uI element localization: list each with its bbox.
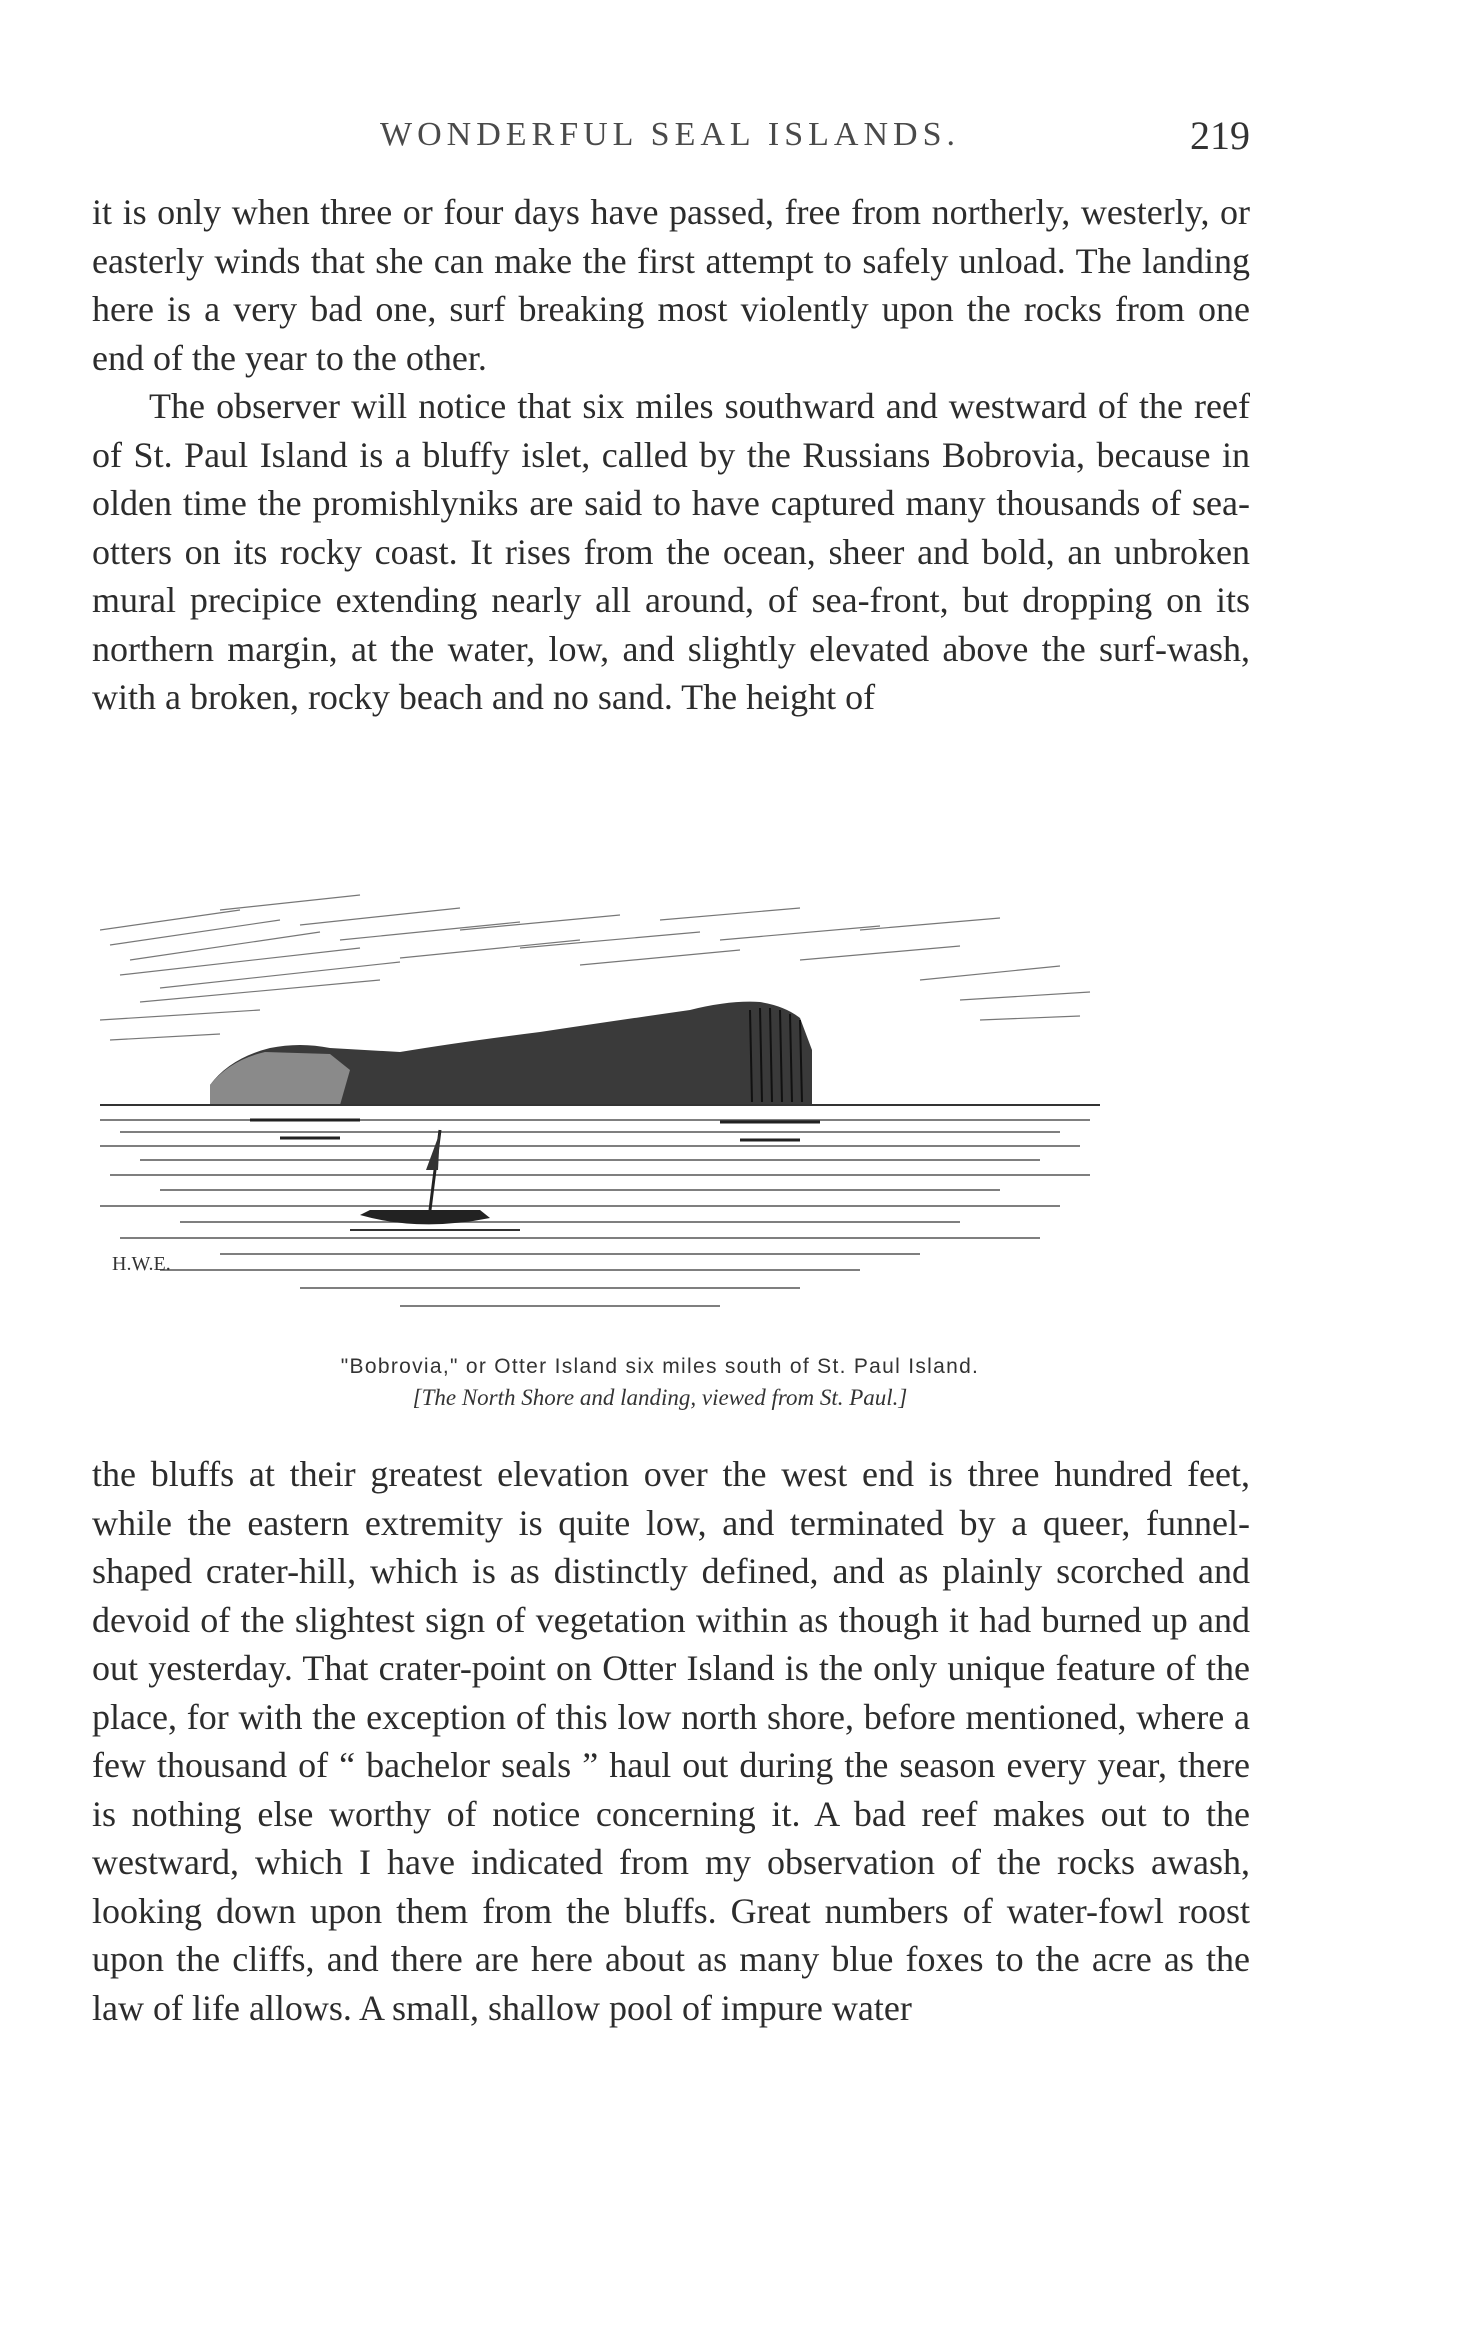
boat — [350, 1130, 520, 1230]
paragraph: The observer will notice that six miles southward and westward of the reef of St. Paul Island is a bluffy islet, called by the Russians Bobrovia, because in olden time the promishlyniks are said to have captured many thousands of sea-otters on its rocky coast. It rises from the ocean, sheer and bold, an unbroken mural precipice extending nearly all around, of sea-front, but dropping on its northern margin, at the water, low, and slightly elevated above the surf-wash, with a broken, rocky beach and no sand. The height of — [92, 386, 1250, 717]
caption-title: "Bobrovia," or Otter Island six miles south of St. Paul Island. — [340, 1355, 980, 1378]
page-number: 219 — [1190, 113, 1250, 158]
body-text-top — [92, 188, 1250, 722]
rock-reflections — [250, 1120, 820, 1140]
caption-subtitle: [The North Shore and landing, viewed from St. Paul.] — [412, 1385, 908, 1410]
figure-caption — [160, 1352, 1160, 1414]
sky-hatching — [100, 895, 1090, 1040]
paragraph: the bluffs at their greatest elevation over the west end is three hundred feet, while the eastern extremity is quite low, and terminated by a queer, funnel-shaped crater-hill, which is as distinctly defined, and as plainly scorched and devoid of the slightest sign of vegetation within as though it had burned up and out yesterday. That crater-point on Otter Island is the only unique feature of the place, for with the exception of this low north shore, before mentioned, where a few thousand of “ bachelor seals ” haul out during the season every year, there is nothing else worthy of notice concerning it. A bad reef makes out to the westward, which I have indicated from my observation of the rocks awash, looking down upon them from the bluffs. Great numbers of water-fowl roost upon the cliffs, and there are here about as many blue foxes to the acre as the law of life allows. A small, shallow pool of impure water — [92, 1454, 1250, 2028]
engraver-signature: H.W.E. — [112, 1253, 171, 1275]
engraving-otter-island — [100, 870, 1100, 1345]
running-head — [90, 112, 1260, 162]
paragraph: it is only when three or four days have passed, free from northerly, westerly, or easterly winds that she can make the first attempt to safely unload. The landing here is a very bad one, surf breaking most violently upon the rocks from one end of the year to the other. — [92, 192, 1250, 378]
body-text-bottom — [92, 1450, 1250, 2032]
low-north-shore — [210, 1052, 350, 1105]
water-hatching — [100, 1120, 1090, 1306]
running-title: WONDERFUL SEAL ISLANDS. — [380, 116, 960, 153]
engraving-illustration — [100, 870, 1100, 1345]
